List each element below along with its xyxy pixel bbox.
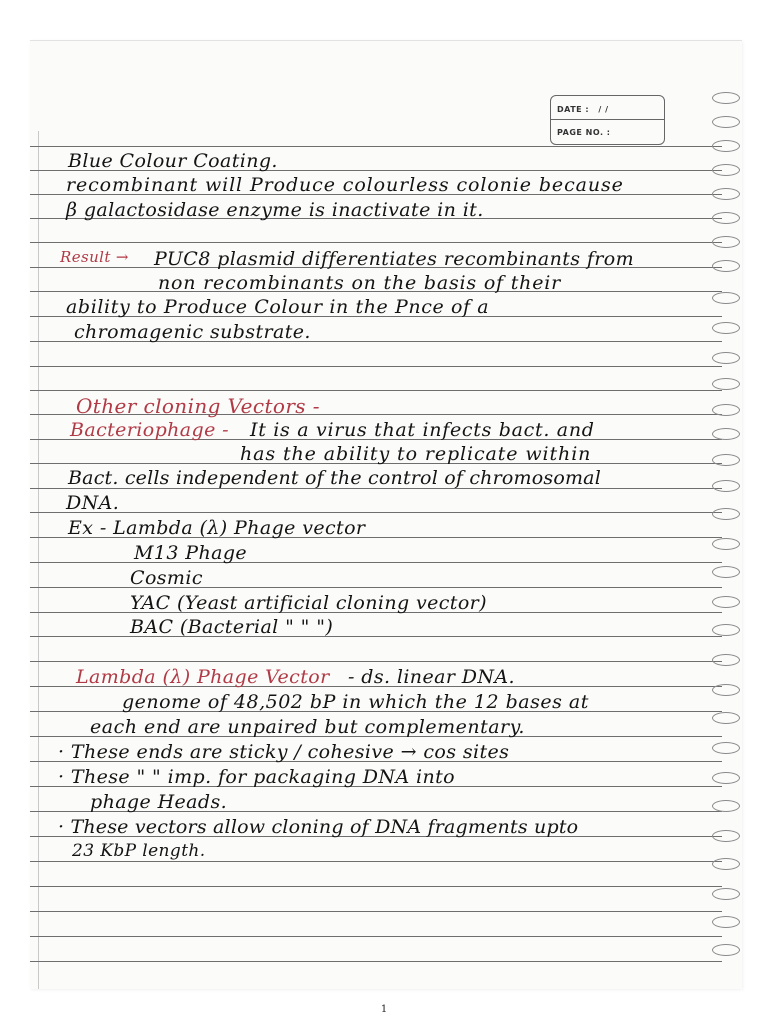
note-line: M13 Phage [134,542,248,564]
page-no-label: PAGE NO. : [557,128,611,137]
note-line: ability to Produce Colour in the Pnce of a [66,296,490,318]
spiral-ring [712,508,740,520]
note-line: recombinant will Produce colourless colonie because [66,174,624,196]
spiral-ring [712,538,740,550]
spiral-ring [712,378,740,390]
ruled-line [30,961,722,962]
spiral-ring [712,654,740,666]
ruled-line [30,661,722,662]
note-line: each end are unpaired but complementary. [90,716,525,738]
spiral-ring [712,92,740,104]
ruled-line [30,911,722,912]
date-box-divider [551,119,664,120]
spiral-ring [712,236,740,248]
note-line: PUC8 plasmid differentiates recombinants from [154,248,635,270]
note-line: It is a virus that infects bact. and [250,419,595,441]
date-label: DATE : / / [557,105,609,114]
date-page-box [550,95,665,145]
spiral-ring [712,188,740,200]
lambda-heading: Lambda (λ) Phage Vector [76,666,330,688]
spiral-ring [712,140,740,152]
ruled-line [30,146,722,147]
note-line: non recombinants on the basis of their [158,272,562,294]
ruled-line [30,390,722,391]
ruled-line [30,936,722,937]
spiral-ring [712,260,740,272]
note-line: DNA. [66,492,120,514]
bacteriophage-label: Bacteriophage - [70,419,230,441]
note-line: Blue Colour Coating. [68,150,278,172]
ruled-line [30,886,722,887]
spiral-ring [712,684,740,696]
spiral-ring [712,292,740,304]
note-line: · These vectors allow cloning of DNA fragments upto [58,816,579,838]
note-line: genome of 48,502 bP in which the 12 bases at [122,691,589,713]
note-line: phage Heads. [90,791,228,813]
spiral-ring [712,742,740,754]
spiral-ring [712,404,740,416]
note-line: Ex - Lambda (λ) Phage vector [68,517,366,539]
note-line: - ds. linear DNA. [348,666,515,688]
spiral-ring [712,858,740,870]
spiral-ring [712,888,740,900]
spiral-ring [712,480,740,492]
note-line: chromagenic substrate. [74,321,311,343]
notebook-page [30,40,742,989]
note-line: Bact. cells independent of the control of chromosomal [68,467,601,489]
result-label: Result → [60,248,129,266]
spiral-ring [712,116,740,128]
note-line: BAC (Bacterial " " ") [130,616,334,638]
spiral-ring [712,944,740,956]
ruled-line [30,861,722,862]
spiral-ring [712,352,740,364]
spiral-ring [712,624,740,636]
spiral-ring [712,800,740,812]
spiral-ring [712,164,740,176]
spiral-ring [712,428,740,440]
note-line: YAC (Yeast artificial cloning vector) [130,592,487,614]
note-line: Cosmic [130,567,203,589]
note-line: has the ability to replicate within [240,443,592,465]
spiral-ring [712,830,740,842]
spiral-ring [712,772,740,784]
ruled-line [30,366,722,367]
spiral-ring [712,566,740,578]
note-line: · These " " imp. for packaging DNA into [58,766,456,788]
spiral-ring [712,212,740,224]
ruled-line [30,242,722,243]
page-number: 1 [380,1004,388,1015]
spiral-ring [712,322,740,334]
spiral-ring [712,712,740,724]
spiral-ring [712,916,740,928]
note-line: β galactosidase enzyme is inactivate in it. [66,199,484,221]
section-heading: Other cloning Vectors - [76,394,320,418]
note-line: · These ends are sticky / cohesive → cos sites [58,741,510,763]
note-line: 23 KbP length. [72,841,206,861]
spiral-ring [712,596,740,608]
ruled-line [30,512,722,513]
spiral-ring [712,454,740,466]
